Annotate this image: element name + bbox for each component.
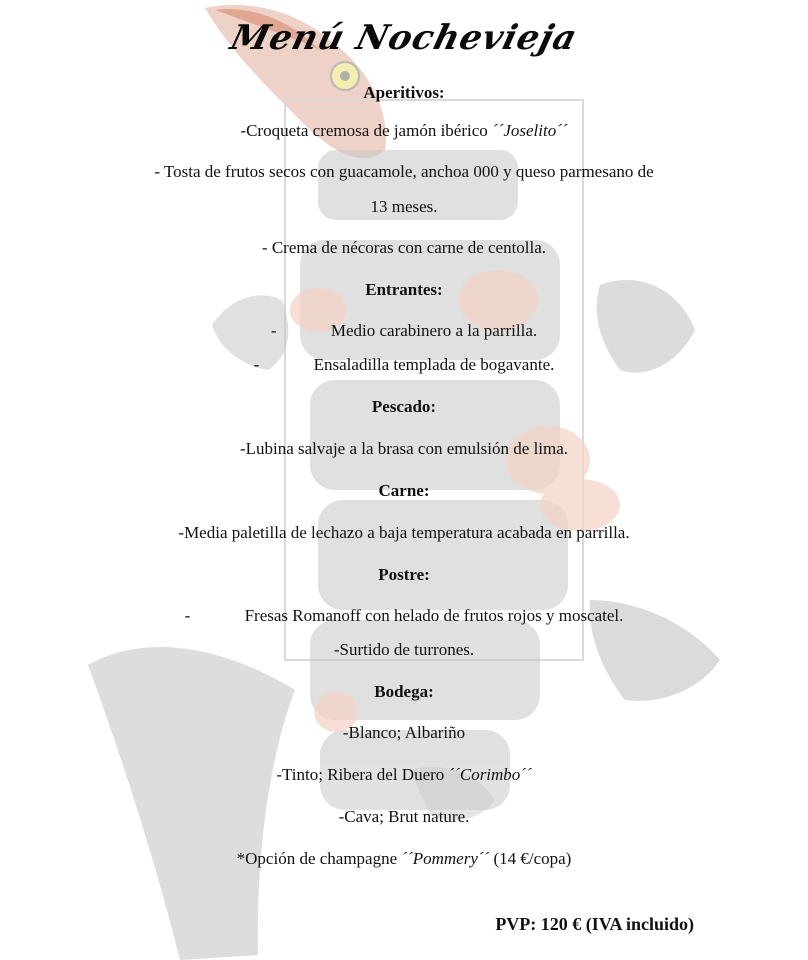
bullet-dash: - — [184, 606, 191, 625]
postre-turrones: -Surtido de turrones. — [333, 640, 475, 659]
heading-aperitivos: Aperitivos: — [363, 83, 445, 102]
bodega-champagne-text: *Opción de champagne — [236, 849, 398, 868]
heading-pescado: Pescado: — [371, 397, 437, 416]
heading-bodega: Bodega: — [374, 682, 434, 701]
bodega-tinto-text: -Tinto; Ribera del Duero — [276, 765, 445, 784]
carne-paletilla: -Media paletilla de lechazo a baja temperatura acabada en parrilla. — [178, 523, 630, 542]
brand-pommery: ´´Pommery´´ — [401, 849, 490, 868]
entrante-ensaladilla-text: Ensaladilla templada de bogavante. — [313, 355, 555, 374]
bodega-champagne — [0, 849, 808, 869]
pescado-lubina: -Lubina salvaje a la brasa con emulsión de lima. — [239, 439, 569, 458]
bullet-dash: - — [270, 321, 277, 340]
aperitivo-crema: - Crema de nécoras con carne de centolla. — [261, 238, 547, 257]
bodega-tinto — [0, 765, 808, 785]
aperitivo-croqueta-text: -Croqueta cremosa de jamón ibérico — [240, 121, 488, 140]
brand-joselito: ´´Joselito´´ — [492, 121, 568, 140]
aperitivo-croqueta — [0, 121, 808, 141]
menu-title: Menú Nochevieja — [226, 18, 582, 58]
aperitivo-tosta-line1: - Tosta de frutos secos con guacamole, anchoa 000 y queso parmesano de — [154, 162, 654, 181]
bodega-cava: -Cava; Brut nature. — [338, 807, 470, 826]
bodega-blanco: -Blanco; Albariño — [342, 723, 466, 742]
postre-fresas — [0, 606, 808, 626]
bullet-dash: - — [253, 355, 260, 374]
heading-postre: Postre: — [378, 565, 430, 584]
menu-price: PVP: 120 € (IVA incluido) — [495, 914, 694, 934]
brand-corimbo: ´´Corimbo´´ — [448, 765, 532, 784]
entrante-carabinero-text: Medio carabinero a la parrilla. — [330, 321, 538, 340]
champagne-price: (14 €/copa) — [493, 849, 572, 868]
aperitivo-tosta-line2: 13 meses. — [370, 197, 438, 216]
heading-entrantes: Entrantes: — [365, 280, 443, 299]
entrante-carabinero — [0, 321, 808, 341]
postre-fresas-text: Fresas Romanoff con helado de frutos rojos y moscatel. — [244, 606, 624, 625]
heading-carne: Carne: — [378, 481, 430, 500]
entrante-ensaladilla — [0, 355, 808, 375]
